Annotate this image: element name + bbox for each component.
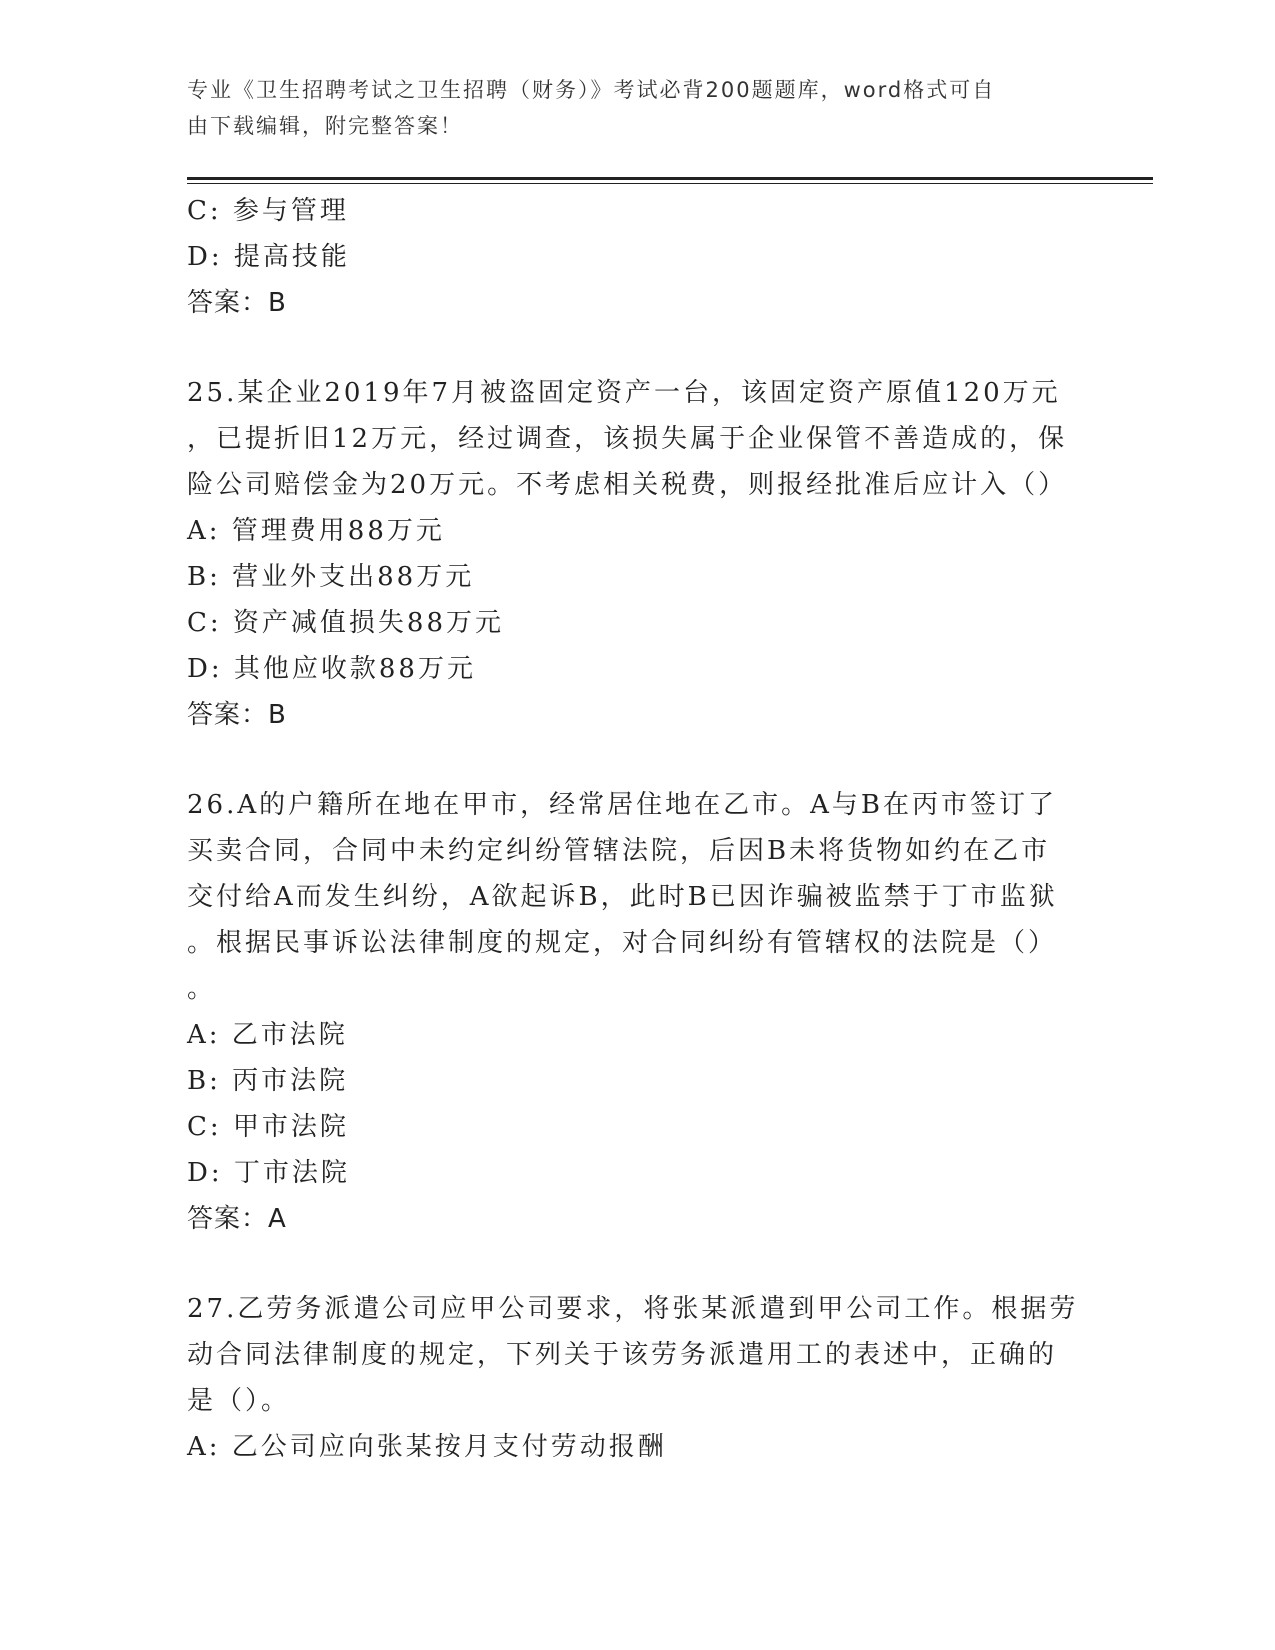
question-27-text-line-2: 动合同法律制度的规定，下列关于该劳务派遣用工的表述中，正确的 (187, 1340, 1058, 1370)
question-25-option-a: A: 管理费用88万元 (187, 516, 445, 546)
document-header (187, 72, 1067, 144)
question-26-option-c: C: 甲市法院 (187, 1112, 349, 1142)
question-25-answer: 答案：B (187, 700, 287, 730)
header-rule-thin (187, 183, 1153, 184)
question-26-answer: 答案：A (187, 1204, 287, 1234)
question-27-option-a: A: 乙公司应向张某按月支付劳动报酬 (187, 1432, 667, 1462)
header-line-2: 由下载编辑，附完整答案！ (187, 114, 463, 138)
spacer (187, 326, 1087, 370)
question-26-text-line-2: 买卖合同，合同中未约定纠纷管辖法院，后因B未将货物如约在乙市 (187, 836, 1051, 866)
question-25-text-line-2: ，已提折旧12万元，经过调查，该损失属于企业保管不善造成的，保 (187, 424, 1068, 454)
question-27-text-line-1: 27.乙劳务派遣公司应甲公司要求，将张某派遣到甲公司工作。根据劳 (187, 1294, 1079, 1324)
document-body (187, 188, 1087, 1470)
question-26-option-a: A: 乙市法院 (187, 1020, 348, 1050)
question-25-option-d: D: 其他应收款88万元 (187, 654, 476, 684)
question-26-option-d: D: 丁市法院 (187, 1158, 350, 1188)
prev-question-option-d: D: 提高技能 (187, 242, 350, 272)
question-25-text-line-3: 险公司赔偿金为20万元。不考虑相关税费，则报经批准后应计入（） (187, 470, 1068, 500)
question-26-text-line-1: 26.A的户籍所在地在甲市，经常居住地在乙市。A与B在丙市签订了 (187, 790, 1058, 820)
question-26-option-b: B: 丙市法院 (187, 1066, 349, 1096)
question-25-option-b: B: 营业外支出88万元 (187, 562, 475, 592)
question-25-option-c: C: 资产减值损失88万元 (187, 608, 505, 638)
question-26-text-line-3: 交付给A而发生纠纷，A欲起诉B，此时B已因诈骗被监禁于丁市监狱 (187, 882, 1058, 912)
question-25-text-line-1: 25.某企业2019年7月被盗固定资产一台，该固定资产原值120万元 (187, 378, 1061, 408)
header-line-1: 专业《卫生招聘考试之卫生招聘（财务）》考试必背200题题库，word格式可自 (187, 78, 996, 102)
prev-question-option-c: C: 参与管理 (187, 196, 349, 226)
header-rule-thick (187, 177, 1153, 180)
prev-question-answer: 答案：B (187, 288, 287, 318)
spacer (187, 738, 1087, 782)
question-27-text-line-3: 是（）。 (187, 1386, 291, 1416)
question-26-text-line-4: 。根据民事诉讼法律制度的规定，对合同纠纷有管辖权的法院是（） (187, 928, 1058, 958)
spacer (187, 1242, 1087, 1286)
question-26-text-line-5: 。 (187, 974, 217, 1004)
